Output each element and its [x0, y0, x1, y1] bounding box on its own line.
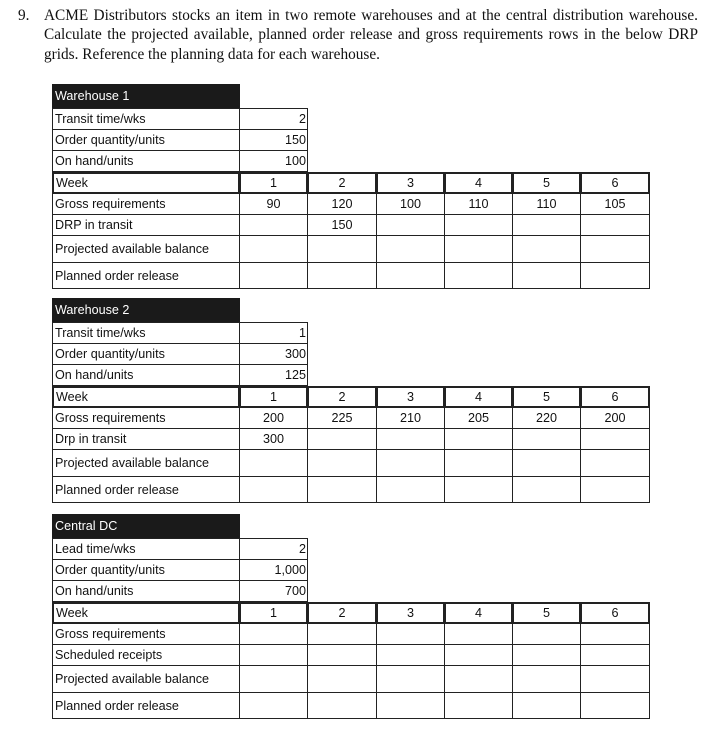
grid-cell[interactable] — [376, 476, 445, 503]
grid-cell[interactable] — [512, 214, 581, 236]
grid-cell[interactable]: 105 — [580, 193, 650, 215]
grid-cell[interactable]: 150 — [307, 214, 377, 236]
grid-cell[interactable] — [580, 476, 650, 503]
param-value: 100 — [239, 150, 308, 172]
grid-cell[interactable] — [512, 449, 581, 477]
grid-title: Central DC — [52, 514, 240, 538]
grid-cell[interactable] — [580, 449, 650, 477]
week-label: Week — [52, 386, 240, 408]
grid-cell[interactable] — [376, 644, 445, 666]
week-header-cell: 1 — [239, 172, 308, 194]
param-value: 700 — [239, 580, 308, 602]
grid-cell[interactable] — [580, 262, 650, 289]
param-label: Transit time/wks — [52, 322, 240, 344]
grid-cell[interactable]: 110 — [444, 193, 513, 215]
grid-cell[interactable] — [376, 262, 445, 289]
grid-cell[interactable] — [376, 665, 445, 693]
grid-cell[interactable] — [307, 665, 377, 693]
param-value: 300 — [239, 343, 308, 365]
grid-cell[interactable]: 225 — [307, 407, 377, 429]
grid-cell[interactable] — [444, 644, 513, 666]
week-header-cell: 6 — [580, 602, 650, 624]
week-header-cell: 1 — [239, 386, 308, 408]
grid-cell[interactable] — [580, 692, 650, 719]
param-value: 2 — [239, 538, 308, 560]
grid-cell[interactable]: 120 — [307, 193, 377, 215]
grid-cell[interactable] — [512, 692, 581, 719]
grid-cell[interactable] — [444, 623, 513, 645]
param-value: 1 — [239, 322, 308, 344]
week-header-cell: 5 — [512, 602, 581, 624]
grid-cell[interactable] — [239, 644, 308, 666]
week-header-cell: 5 — [512, 172, 581, 194]
row-label: DRP in transit — [52, 214, 240, 236]
param-label: Transit time/wks — [52, 108, 240, 130]
grid-cell[interactable] — [444, 262, 513, 289]
week-header-cell: 6 — [580, 172, 650, 194]
param-label: Order quantity/units — [52, 559, 240, 581]
row-label: Planned order release — [52, 692, 240, 719]
week-header-cell: 1 — [239, 602, 308, 624]
grid-cell[interactable] — [580, 623, 650, 645]
grid-cell[interactable] — [512, 262, 581, 289]
grid-cell[interactable] — [239, 214, 308, 236]
grid-cell[interactable]: 90 — [239, 193, 308, 215]
grid-cell[interactable]: 300 — [239, 428, 308, 450]
week-header-cell: 5 — [512, 386, 581, 408]
grid-cell[interactable] — [376, 428, 445, 450]
param-value: 150 — [239, 129, 308, 151]
grid-cell[interactable] — [580, 235, 650, 263]
grid-title: Warehouse 2 — [52, 298, 240, 322]
grid-cell[interactable] — [512, 235, 581, 263]
week-header-cell: 4 — [444, 386, 513, 408]
grid-cell[interactable] — [444, 235, 513, 263]
grid-cell[interactable] — [444, 692, 513, 719]
grid-cell[interactable] — [239, 235, 308, 263]
param-value: 125 — [239, 364, 308, 386]
grid-cell[interactable] — [444, 665, 513, 693]
param-value: 1,000 — [239, 559, 308, 581]
param-label: Order quantity/units — [52, 129, 240, 151]
row-label: Projected available balance — [52, 235, 240, 263]
week-header-cell: 3 — [376, 602, 445, 624]
param-label: On hand/units — [52, 364, 240, 386]
week-header-cell: 6 — [580, 386, 650, 408]
grid-cell[interactable] — [512, 428, 581, 450]
row-label: Scheduled receipts — [52, 644, 240, 666]
row-label: Gross requirements — [52, 623, 240, 645]
grid-cell[interactable] — [376, 623, 445, 645]
grid-cell[interactable] — [580, 665, 650, 693]
grid-cell[interactable] — [512, 665, 581, 693]
grid-cell[interactable] — [444, 214, 513, 236]
week-header-cell: 3 — [376, 386, 445, 408]
grid-cell[interactable] — [580, 644, 650, 666]
row-label: Projected available balance — [52, 665, 240, 693]
grid-cell[interactable] — [307, 692, 377, 719]
param-label: Order quantity/units — [52, 343, 240, 365]
question-text-block — [18, 6, 698, 64]
param-label: On hand/units — [52, 580, 240, 602]
grid-cell[interactable] — [239, 476, 308, 503]
grid-cell[interactable] — [307, 623, 377, 645]
grid-cell[interactable]: 110 — [512, 193, 581, 215]
question-text: ACME Distributors stocks an item in two remote warehouses and at the central distribution warehouse. Calculate the projected available, planned order release and gross requirements rows in the below DRP grids. Reference the planning data for each warehouse. — [44, 7, 698, 63]
week-header-cell: 4 — [444, 602, 513, 624]
week-label: Week — [52, 602, 240, 624]
grid-cell[interactable] — [307, 644, 377, 666]
grid-cell[interactable] — [580, 428, 650, 450]
row-label: Gross requirements — [52, 193, 240, 215]
grid-cell[interactable] — [239, 262, 308, 289]
grid-cell[interactable] — [376, 214, 445, 236]
row-label: Gross requirements — [52, 407, 240, 429]
grid-cell[interactable] — [376, 235, 445, 263]
grid-cell[interactable] — [376, 692, 445, 719]
grid-cell[interactable] — [307, 449, 377, 477]
week-header-cell: 4 — [444, 172, 513, 194]
week-header-cell: 3 — [376, 172, 445, 194]
grid-cell[interactable] — [512, 644, 581, 666]
grid-cell[interactable] — [376, 449, 445, 477]
param-value: 2 — [239, 108, 308, 130]
grid-cell[interactable] — [307, 235, 377, 263]
grid-cell[interactable]: 100 — [376, 193, 445, 215]
grid-cell[interactable] — [444, 428, 513, 450]
grid-cell[interactable] — [512, 623, 581, 645]
grid-cell[interactable] — [512, 476, 581, 503]
row-label: Planned order release — [52, 476, 240, 503]
grid-cell[interactable]: 200 — [239, 407, 308, 429]
grid-cell[interactable] — [307, 476, 377, 503]
grid-cell[interactable] — [239, 623, 308, 645]
week-label: Week — [52, 172, 240, 194]
grid-cell[interactable] — [307, 428, 377, 450]
week-header-cell: 2 — [307, 602, 377, 624]
row-label: Projected available balance — [52, 449, 240, 477]
week-header-cell: 2 — [307, 172, 377, 194]
param-label: Lead time/wks — [52, 538, 240, 560]
grid-cell[interactable]: 200 — [580, 407, 650, 429]
question-number: 9. — [18, 7, 30, 24]
week-header-cell: 2 — [307, 386, 377, 408]
grid-cell[interactable] — [580, 214, 650, 236]
grid-title: Warehouse 1 — [52, 84, 240, 108]
param-label: On hand/units — [52, 150, 240, 172]
row-label: Drp in transit — [52, 428, 240, 450]
grid-cell[interactable]: 210 — [376, 407, 445, 429]
grid-cell[interactable]: 220 — [512, 407, 581, 429]
grid-cell[interactable] — [239, 449, 308, 477]
grid-cell[interactable] — [444, 449, 513, 477]
grid-cell[interactable] — [239, 665, 308, 693]
grid-cell[interactable] — [239, 692, 308, 719]
grid-cell[interactable] — [444, 476, 513, 503]
row-label: Planned order release — [52, 262, 240, 289]
grid-cell[interactable]: 205 — [444, 407, 513, 429]
grid-cell[interactable] — [307, 262, 377, 289]
